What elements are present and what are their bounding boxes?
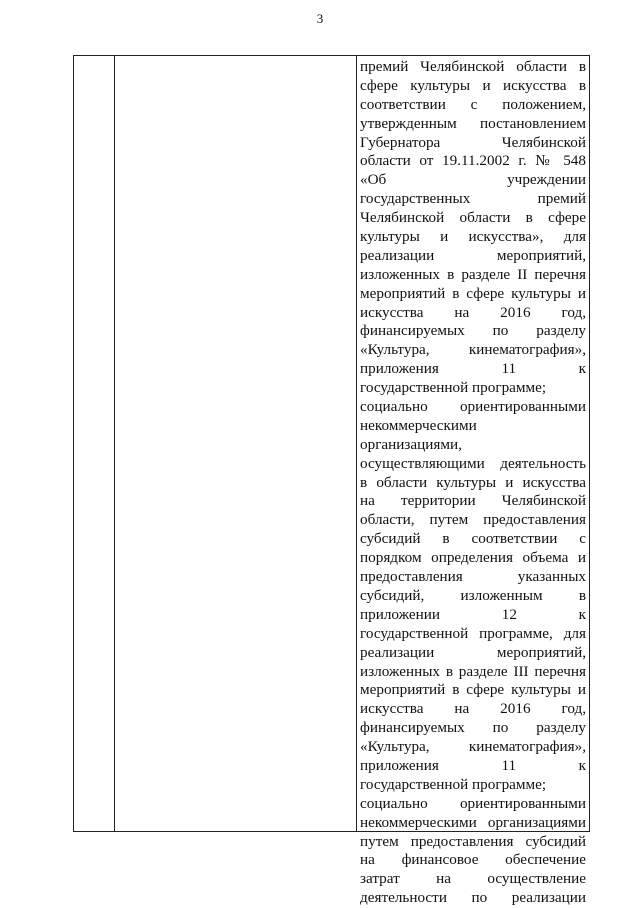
text-line: сфере культуры и искусства в: [360, 76, 586, 94]
text-line: осуществляющими деятельность: [360, 454, 586, 472]
text-line: области, путем предоставления: [360, 511, 586, 529]
text-line: государственных премий: [360, 190, 586, 208]
text-line: изложенных в разделе III перечня: [360, 662, 586, 680]
text-line: мероприятий в сфере культуры и: [360, 284, 586, 302]
text-line: государственной программе;: [360, 775, 547, 793]
text-line: области от 19.11.2002 г. № 548: [360, 152, 586, 170]
document-table: [73, 55, 590, 907]
text-line: приложении 12 к: [360, 605, 586, 623]
text-line: на территории Челябинской: [360, 492, 586, 510]
text-line: реализации мероприятий,: [360, 643, 586, 661]
text-line: путем предоставления субсидий: [360, 832, 586, 850]
text-line: социально ориентированными: [360, 398, 586, 416]
text-line: соответствии с положением,: [360, 95, 586, 113]
text-line: предоставления указанных: [360, 568, 586, 586]
column-divider-2: [356, 56, 357, 831]
text-line: премий Челябинской области в: [360, 58, 586, 75]
text-line: искусства на 2016 год,: [360, 303, 586, 321]
text-line: финансируемых по разделу: [360, 322, 586, 340]
text-line: государственной программе, для: [360, 624, 586, 642]
text-line: изложенных в разделе II перечня: [360, 265, 586, 283]
text-line: искусства на 2016 год,: [360, 700, 586, 718]
text-line: в области культуры и искусства: [360, 473, 586, 491]
text-line: деятельности по реализации: [360, 889, 586, 907]
text-line: приложения 11 к: [360, 360, 586, 378]
text-line: субсидий, изложенным в: [360, 586, 586, 604]
text-line: приложения 11 к: [360, 756, 586, 774]
text-line: культуры и искусства», для: [360, 228, 586, 246]
text-line: «Об учреждении: [360, 171, 586, 189]
text-line: на финансовое обеспечение: [360, 851, 586, 869]
page-number: 3: [316, 11, 324, 26]
column-divider-1: [114, 56, 115, 831]
text-line: реализации мероприятий,: [360, 246, 586, 264]
text-line: мероприятий в сфере культуры и: [360, 681, 586, 699]
text-line: государственной программе;: [360, 379, 547, 397]
table-cell-description: [360, 58, 586, 908]
text-line: Челябинской области в сфере: [360, 209, 586, 227]
text-line: некоммерческими: [360, 416, 477, 434]
text-line: организациями,: [360, 435, 462, 453]
text-line: затрат на осуществление: [360, 870, 586, 888]
text-line: субсидий в соответствии с: [360, 530, 586, 548]
text-line: утвержденным постановлением: [360, 114, 586, 132]
text-line: социально ориентированными: [360, 794, 586, 812]
text-line: порядком определения объема и: [360, 549, 586, 567]
text-line: «Культура, кинематография»,: [360, 738, 586, 756]
text-line: финансируемых по разделу: [360, 719, 586, 737]
text-line: Губернатора Челябинской: [360, 133, 586, 151]
text-line: некоммерческими организациями: [360, 813, 586, 831]
text-line: «Культура, кинематография»,: [360, 341, 586, 359]
